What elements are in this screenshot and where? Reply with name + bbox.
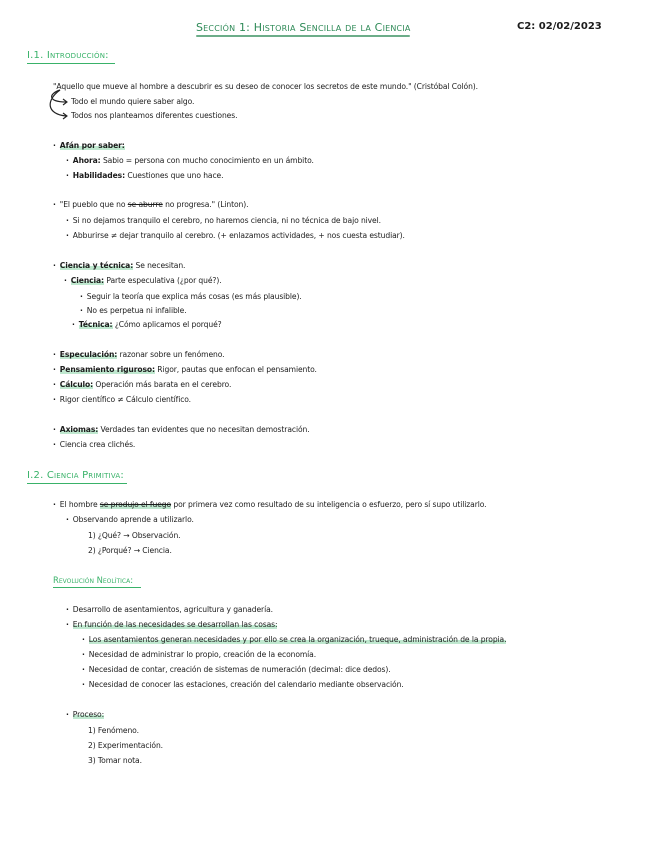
funcion-sub-4: · Necesidad de conocer las estaciones, creación del calendario mediante observación. bbox=[82, 680, 404, 690]
calculo-item: · Cálculo: Operación más barata en el cerebro. bbox=[53, 380, 231, 390]
page-title: Sección 1: Historia Sencilla de la Ciencia bbox=[196, 21, 411, 34]
desarrollo-item: · Desarrollo de asentamientos, agricultura y ganadería. bbox=[66, 605, 273, 615]
quote-sub-1: Todo el mundo quiere saber algo. bbox=[71, 97, 195, 106]
quote-sub-2: Todos nos planteamos diferentes cuestiones. bbox=[71, 111, 238, 120]
linton-sub-2: · Abburirse ≠ dejar tranquilo al cerebro. (+ enlazamos actividades, + nos cuesta estudiar). bbox=[66, 231, 405, 241]
section-heading-ciencia-primitiva: I.2. Ciencia Primitiva: bbox=[27, 470, 124, 481]
section-underline bbox=[27, 483, 127, 484]
subheading-neolitica: Revolución Neolítica: bbox=[53, 575, 134, 585]
step-1: 1) ¿Qué? → Observación. bbox=[88, 531, 181, 540]
proceso-item: · Proceso: bbox=[66, 710, 104, 720]
habilidades-item: · Habilidades: Cuestiones que uno hace. bbox=[66, 171, 223, 181]
funcion-sub-1: · Los asentamientos generan necesidades y por ello se crea la organización, trueque, administración de la propia. bbox=[82, 635, 506, 645]
ciencia-sub-2: · No es perpetua ni infalible. bbox=[80, 306, 187, 316]
subheading-underline bbox=[53, 587, 141, 588]
cliches-item: · Ciencia crea clichés. bbox=[53, 440, 135, 450]
proceso-step-1: 1) Fenómeno. bbox=[88, 726, 139, 735]
hombre-fuego: · El hombre se produjo el fuego por primera vez como resultado de su inteligencia o esfuerzo, pero sí supo utilizarlo. bbox=[53, 500, 486, 510]
ciencia-sub-1: · Seguir la teoría que explica más cosas (es más plausible). bbox=[80, 292, 302, 302]
pensamiento-item: · Pensamiento riguroso: Rigor, pautas que enfocan el pensamiento. bbox=[53, 365, 317, 375]
proceso-step-3: 3) Tomar nota. bbox=[88, 756, 142, 765]
especulacion-item: · Especulación: razonar sobre un fenómeno. bbox=[53, 350, 224, 360]
linton-sub-1: · Si no dejamos tranquilo el cerebro, no haremos ciencia, ni no técnica de bajo nivel. bbox=[66, 216, 381, 226]
axiomas-item: · Axiomas: Verdades tan evidentes que no necesitan demostración. bbox=[53, 425, 310, 435]
proceso-step-2: 2) Experimentación. bbox=[88, 741, 163, 750]
funcion-item: · En función de las necesidades se desarrollan las cosas: bbox=[66, 620, 277, 630]
ciencia-item: · Ciencia: Parte especulativa (¿por qué?). bbox=[64, 276, 222, 286]
step-2: 2) ¿Porqué? → Ciencia. bbox=[88, 546, 172, 555]
quote-colon: "Aquello que mueve al hombre a descubrir es su deseo de conocer los secretos de este mundo." (Cristóbal Colón). bbox=[53, 82, 478, 91]
tecnica-item: · Técnica: ¿Cómo aplicamos el porqué? bbox=[72, 320, 222, 330]
funcion-sub-3: · Necesidad de contar, creación de sistemas de numeración (decimal: dice dedos). bbox=[82, 665, 391, 675]
funcion-sub-2: · Necesidad de administrar lo propio, creación de la economía. bbox=[82, 650, 316, 660]
ahora-item: · Ahora: Sabio = persona con mucho conocimiento en un ámbito. bbox=[66, 156, 314, 166]
afan-heading: · Afán por saber: bbox=[53, 141, 125, 151]
section-heading-introduccion: I.1. Introducción: bbox=[27, 50, 109, 61]
date-label: C2: 02/02/2023 bbox=[517, 21, 602, 32]
linton-quote: · "El pueblo que no se aburre no progresa." (Linton). bbox=[53, 200, 248, 210]
rigor-item: · Rigor científico ≠ Cálculo científico. bbox=[53, 395, 191, 405]
observando-item: · Observando aprende a utilizarlo. bbox=[66, 515, 194, 525]
ciencia-tecnica-item: · Ciencia y técnica: Se necesitan. bbox=[53, 261, 185, 271]
